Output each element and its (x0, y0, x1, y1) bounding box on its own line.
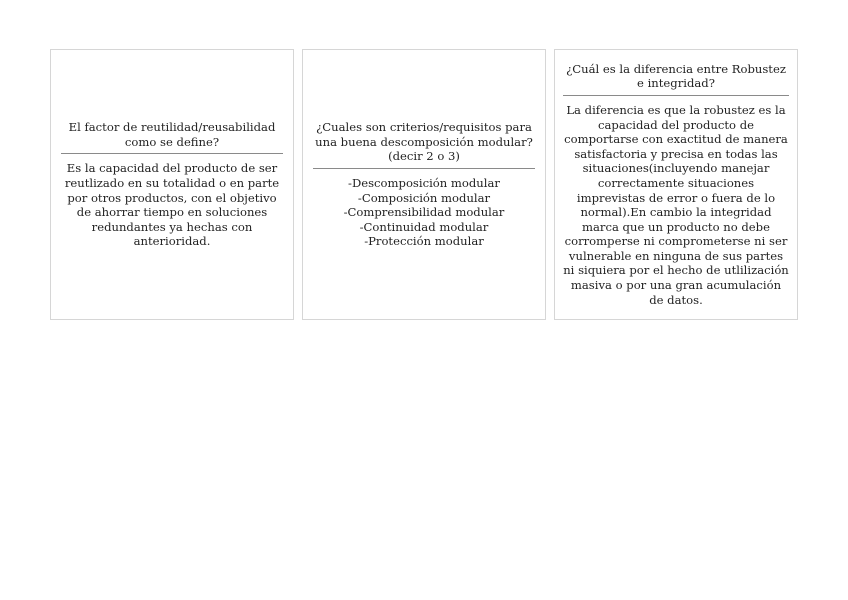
flashcard-question: El factor de reutilidad/reusabilidad como se define? (68, 120, 276, 149)
flashcard-1 (50, 49, 294, 320)
flashcard-divider (563, 95, 789, 96)
flashcard-2 (302, 49, 546, 320)
flashcard-divider (61, 153, 283, 154)
flashcard-answer: La diferencia es que la robustez es la capacidad del producto de comportarse con exactitud de manera satisfactoria y precisa en todas las situaciones(incluyendo manejar correctamente situaciones imprevistas de error o fuera de lo normal).En cambio la integridad marca que un producto no debe corromperse ni comprometerse ni ser vulnerable en ninguna de sus partes ni siquiera por el hecho de utlilización masiva o por una gran acumulación de datos. (563, 102, 789, 307)
flashcard-question: ¿Cuales son criterios/requisitos para una buena descomposición modular?(decir 2 o 3) (315, 120, 533, 164)
flashcard-content (61, 120, 283, 249)
flashcard-answer: Es la capacidad del producto de ser reutlizado en su totalidad o en parte por otros productos, con el objetivo de ahorrar tiempo en soluciones redundantes ya hechas con anterioridad. (64, 161, 280, 249)
flashcard-content (313, 120, 535, 249)
flashcard-question: ¿Cuál es la diferencia entre Robustez e integridad? (566, 61, 786, 91)
flashcard-content (563, 62, 789, 308)
flashcard-divider (313, 168, 535, 169)
flashcard-answer: -Descomposición modular -Composición modular -Comprensibilidad modular -Continuidad modular -Protección modular (343, 175, 505, 249)
flashcard-3 (554, 49, 798, 320)
